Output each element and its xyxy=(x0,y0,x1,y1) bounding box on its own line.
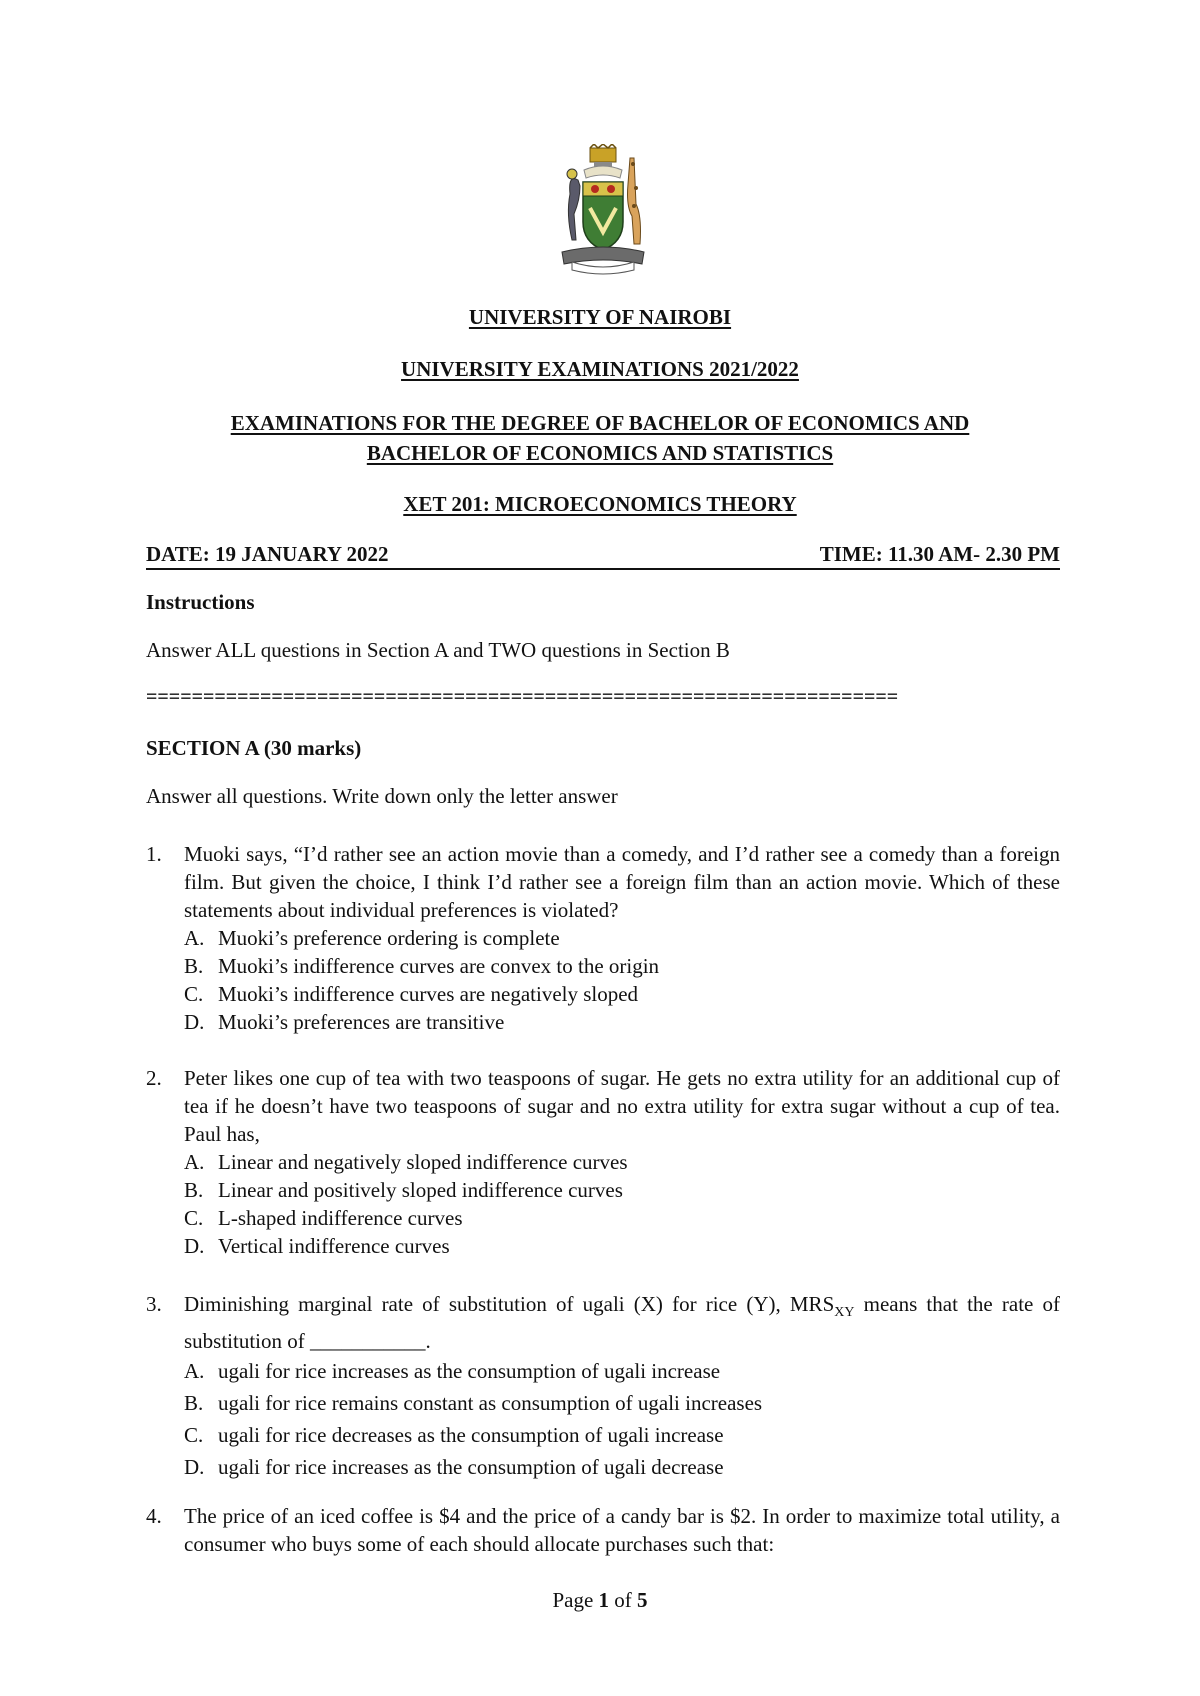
option-b xyxy=(184,952,1060,980)
page-prefix: Page xyxy=(552,1588,599,1612)
question-3 xyxy=(146,1290,1060,1483)
option-letter: D. xyxy=(184,1010,205,1034)
question-2 xyxy=(146,1064,1060,1260)
question-number: 2. xyxy=(146,1066,162,1090)
question-text: Muoki says, “I’d rather see an action movie than a comedy, and I’d rather see a comedy than a foreign film. But given the choice, I think I’d rather see a foreign film than an action movie. Which of these statements about individual preferences is violated? xyxy=(184,842,1060,922)
option-text: Muoki’s preference ordering is complete xyxy=(218,926,560,950)
separator-rule: ================================================================== xyxy=(146,686,899,708)
question-number: 4. xyxy=(146,1504,162,1528)
exam-time: TIME: 11.30 AM- 2.30 PM xyxy=(819,542,1060,566)
university-crest-logo xyxy=(550,144,656,276)
question-number: 3. xyxy=(146,1292,162,1316)
option-text: Muoki’s indifference curves are convex to the origin xyxy=(218,954,660,978)
date-time-line xyxy=(146,542,1060,570)
option-letter: A. xyxy=(184,1359,205,1384)
option-letter: C. xyxy=(184,1206,204,1230)
option-a xyxy=(184,924,1060,952)
exam-session-title xyxy=(0,357,1200,382)
option-text: L-shaped indifference curves xyxy=(218,1206,463,1230)
option-text: ugali for rice increases as the consumption of ugali decrease xyxy=(218,1455,724,1480)
option-letter: B. xyxy=(184,1178,204,1202)
university-name-text: UNIVERSITY OF NAIROBI xyxy=(468,305,732,329)
question-text xyxy=(184,1290,1060,1355)
option-d xyxy=(184,1232,1060,1260)
option-a xyxy=(184,1355,1060,1387)
page-current: 1 xyxy=(598,1588,610,1612)
course-title xyxy=(0,492,1200,517)
exam-date: DATE: 19 JANUARY 2022 xyxy=(146,542,389,566)
option-letter: B. xyxy=(184,1391,204,1416)
page-total: 5 xyxy=(637,1588,648,1612)
option-text: Linear and negatively sloped indifference curves xyxy=(218,1150,628,1174)
option-letter: A. xyxy=(184,926,205,950)
page-number-footer xyxy=(0,1588,1200,1613)
option-text: Muoki’s preferences are transitive xyxy=(218,1010,505,1034)
instructions-heading: Instructions xyxy=(146,590,255,614)
university-name xyxy=(0,305,1200,330)
instructions-text: Answer ALL questions in Section A and TWO questions in Section B xyxy=(146,638,730,662)
option-letter: C. xyxy=(184,1423,204,1448)
option-c xyxy=(184,1419,1060,1451)
option-letter: D. xyxy=(184,1455,205,1480)
option-letter: D. xyxy=(184,1234,205,1258)
option-text: ugali for rice remains constant as consumption of ugali increases xyxy=(218,1391,763,1416)
option-text: Muoki’s indifference curves are negatively sloped xyxy=(218,982,639,1006)
question-text-part: means that the rate of substitution of ___________. xyxy=(184,1292,1060,1354)
degree-title-line-1: EXAMINATIONS FOR THE DEGREE OF BACHELOR OF ECONOMICS AND xyxy=(230,411,970,435)
option-letter: A. xyxy=(184,1150,205,1174)
section-a-subtitle: Answer all questions. Write down only the letter answer xyxy=(146,784,618,808)
question-4 xyxy=(146,1502,1060,1558)
option-letter: B. xyxy=(184,954,204,978)
option-c xyxy=(184,980,1060,1008)
option-b xyxy=(184,1176,1060,1204)
option-d xyxy=(184,1008,1060,1036)
option-c xyxy=(184,1204,1060,1232)
page-middle: of xyxy=(609,1588,638,1612)
question-1 xyxy=(146,840,1060,1036)
option-b xyxy=(184,1387,1060,1419)
option-text: Linear and positively sloped indifference curves xyxy=(218,1178,623,1202)
degree-title-line-2: BACHELOR OF ECONOMICS AND STATISTICS xyxy=(366,441,834,465)
course-title-text: XET 201: MICROECONOMICS THEORY xyxy=(403,492,797,516)
option-text: ugali for rice decreases as the consumption of ugali increase xyxy=(218,1423,724,1448)
option-letter: C. xyxy=(184,982,204,1006)
option-text: Vertical indifference curves xyxy=(218,1234,450,1258)
exam-session-text: UNIVERSITY EXAMINATIONS 2021/2022 xyxy=(401,357,799,381)
question-number: 1. xyxy=(146,842,162,866)
option-d xyxy=(184,1451,1060,1483)
question-text-part: Diminishing marginal rate of substitution of ugali (X) for rice (Y), MRS xyxy=(184,1292,835,1316)
question-text: Peter likes one cup of tea with two teaspoons of sugar. He gets no extra utility for an additional cup of tea if he doesn’t have two teaspoons of sugar and no extra utility for extra sugar without a cup of tea. Paul has, xyxy=(184,1066,1060,1146)
question-text: The price of an iced coffee is $4 and the price of a candy bar is $2. In order to maximize total utility, a consumer who buys some of each should allocate purchases such that: xyxy=(184,1504,1060,1556)
section-a-title: SECTION A (30 marks) xyxy=(146,736,362,760)
degree-title xyxy=(0,408,1200,468)
option-a xyxy=(184,1148,1060,1176)
subscript-xy: XY xyxy=(834,1305,855,1321)
option-text: ugali for rice increases as the consumption of ugali increase xyxy=(218,1359,721,1384)
